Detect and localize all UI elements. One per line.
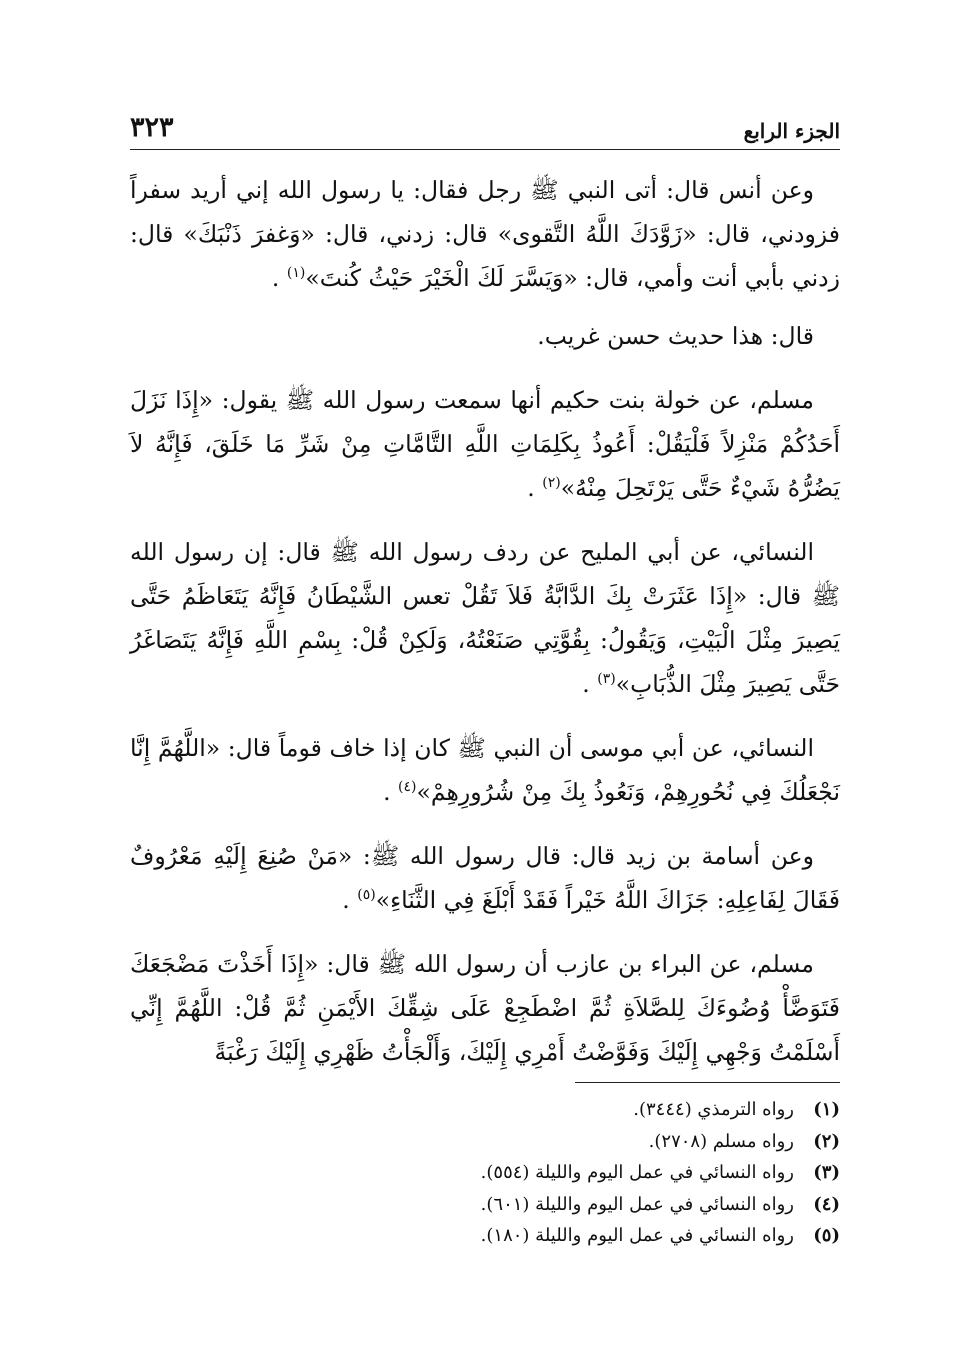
paragraph-usama: [130, 834, 840, 932]
footnotes: [130, 1094, 840, 1252]
paragraph-bara: [130, 942, 840, 1074]
paragraph-text: وعن أنس قال: أتى النبي ﷺ رجل فقال: يا رسول الله إني أريد سفراً فزودني، قال: «زَوَّدَكَ اللَّهُ التَّقوى» قال: زدني، قال: «وَغفرَ ذَنْبَكَ» قال: زدني بأبي أنت وأمي، قال: «وَيَسَّرَ لَكَ الْخَيْرَ حَيْثُ كُنتَ»: [130, 176, 840, 292]
paragraph-khawla: [130, 378, 840, 520]
paragraph-text: قال: هذا حديث حسن غريب.: [537, 322, 814, 350]
footnote-text: رواه مسلم (٢٧٠٨).: [648, 1130, 794, 1152]
main-text: [130, 168, 840, 1074]
footnote-text: رواه النسائي في عمل اليوم والليلة (١٨٠).: [480, 1225, 794, 1246]
paragraph-text: النسائي، عن أبي المليح عن ردف رسول الله ﷺ قال: إن رسول الله ﷺ قال: «إِذَا عَثَرَتْ بِكَ الدَّابَّةُ فَلاَ تَقُلْ تعس الشَّيْطَانُ فَإِنَّهُ يَتَعَاظَمُ حَتَّى يَصِيرَ مِثْلَ الْبَيْتِ، وَيَقُولُ: بِقُوَّتِي صَنَعْتُهُ، وَلَكِنْ قُلْ: بِسْمِ اللَّهِ فَإِنَّهُ يَتَصَاغَرُ حَتَّى يَصِيرَ مِثْلَ الذُّبَابِ»: [130, 538, 840, 698]
footnote-ref: (١): [286, 265, 306, 282]
footnote-item: [130, 1220, 840, 1252]
paragraph-abu-musa: [130, 726, 840, 824]
footnote-number: (٤): [813, 1193, 840, 1215]
footnote-item: [130, 1094, 840, 1126]
paragraph-end: .: [527, 474, 543, 502]
footnote-text: رواه النسائي في عمل اليوم والليلة (٦٠١).: [480, 1193, 794, 1215]
footnote-text: رواه النسائي في عمل اليوم والليلة (٥٥٤).: [480, 1162, 794, 1183]
footnote-ref: (٥): [357, 887, 376, 904]
footnote-text: رواه الترمذي (٣٤٤٤).: [633, 1099, 794, 1120]
footnote-item: [130, 1126, 840, 1158]
footnote-separator: [575, 1082, 840, 1083]
page-header: [130, 104, 840, 150]
paragraph-text: مسلم، عن خولة بنت حكيم أنها سمعت رسول الله ﷺ يقول: «إِذَا نَزَلَ أَحَدُكُمْ مَنْزِلاً فَلْيَقُلْ: أَعُوذُ بِكَلِمَاتِ اللَّهِ التَّامَّاتِ مِنْ شَرِّ مَا خَلَقَ، فَإِنَّهُ لاَ يَضُرُّهُ شَيْءٌ حَتَّى يَرْتَحِلَ مِنْهُ»: [130, 386, 840, 502]
footnote-ref: (٣): [597, 671, 616, 688]
footnote-item: [130, 1189, 840, 1221]
footnote-number: (٥): [813, 1225, 840, 1246]
paragraph-end: .: [383, 778, 399, 806]
footnote-item: [130, 1157, 840, 1189]
running-head: الجزء الرابع: [743, 119, 840, 143]
paragraph-grading: [130, 314, 840, 368]
page-number: ٣٢٣: [130, 112, 174, 143]
paragraph-text: مسلم، عن البراء بن عازب أن رسول الله ﷺ قال: «إِذَا أَخَذْتَ مَضْجَعَكَ فَتَوَضَّأْ وُضُوءَكَ لِلصَّلاَةِ ثُمَّ اضْطَجِعْ عَلَى شِقِّكَ الأَيْمَنِ ثُمَّ قُلْ: اللَّهُمَّ إِنِّي أَسْلَمْتُ وَجْهِي إِلَيْكَ وَفَوَّضْتُ أَمْرِي إِلَيْكَ، وَأَلْجَأْتُ ظَهْرِي إِلَيْكَ رَغْبَةً: [130, 950, 840, 1066]
footnote-ref: (٤): [398, 779, 417, 796]
paragraph-end: .: [582, 670, 598, 698]
paragraph-anas: [130, 168, 840, 300]
paragraph-end: .: [271, 264, 287, 292]
paragraph-end: .: [342, 886, 358, 914]
footnote-number: (٢): [813, 1130, 840, 1152]
footnote-ref: (٢): [542, 475, 561, 492]
paragraph-text: النسائي، عن أبي موسى أن النبي ﷺ كان إذا خاف قوماً قال: «اللَّهُمَّ إِنَّا نَجْعَلُكَ فِي نُحُورِهِمْ، وَنَعُوذُ بِكَ مِنْ شُرُورِهِمْ»: [130, 734, 840, 806]
paragraph-text: وعن أسامة بن زيد قال: قال رسول الله ﷺ: «مَنْ صُنِعَ إِلَيْهِ مَعْرُوفٌ فَقَالَ لِفَاعِلِهِ: جَزَاكَ اللَّهُ خَيْراً فَقَدْ أَبْلَغَ فِي الثَّنَاءِ»: [130, 842, 840, 914]
footnote-number: (٣): [813, 1162, 840, 1183]
footnote-number: (١): [813, 1099, 840, 1120]
paragraph-abu-al-malih: [130, 530, 840, 716]
